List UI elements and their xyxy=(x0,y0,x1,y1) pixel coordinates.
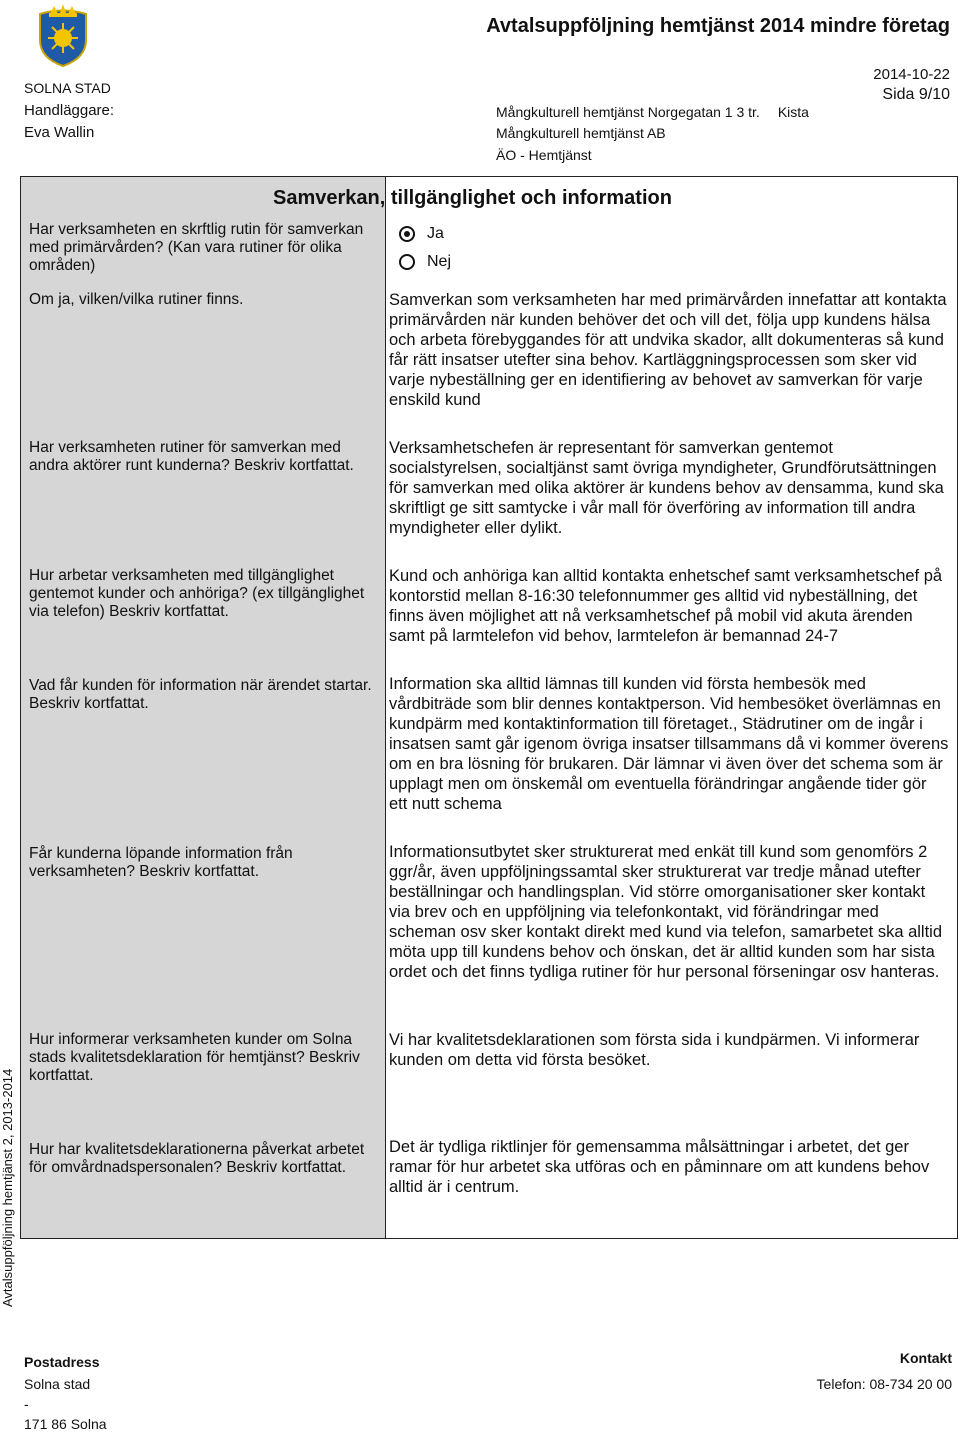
page-number: Sida 9/10 xyxy=(882,86,950,103)
radio-selected-icon xyxy=(399,226,415,242)
provider-name: Mångkulturell hemtjänst AB xyxy=(496,125,666,141)
provider-address xyxy=(496,104,809,120)
question-quality-declaration: Hur informerar verksamheten kunder om Solna stads kvalitetsdeklaration för hemtjänst? Beskriv kortfattat. xyxy=(29,1031,360,1084)
handler-label: Handläggare: xyxy=(24,102,115,119)
contact-heading: Kontakt xyxy=(899,1350,952,1366)
postal-address-heading: Postadress xyxy=(24,1354,100,1370)
solna-stad-coat-of-arms-logo xyxy=(36,4,90,68)
postal-address-line1: Solna stad xyxy=(24,1376,91,1392)
answer-quality-impact: Det är tydliga riktlinjer för gemensamma målsättningar i arbetet, det ger ramar för hur arbetet ska utföras och en påminnare om att kundens behov alltid är i centrum. xyxy=(389,1138,930,1196)
contact-phone: Telefon: 08-734 20 00 xyxy=(816,1376,952,1392)
form-table xyxy=(20,176,958,1239)
answer-accessibility: Kund och anhöriga kan alltid kontakta enhetschef samt verksamhetschef på kontorstid mellan 8-16:30 telefonnummer ges alltid vid nybeställning, det finns även möjlighet att nå verksamhetschef på mobil vid akuta ärenden samt på larmtelefon vid behov, larmtelefon är bemannad 24-7 xyxy=(389,567,943,645)
answer-other-actors: Verksamhetschefen är representant för samverkan gentemot socialstyrelsen, socialtjänst samt övriga myndigheter, Grundförutsättningen för samverkan med olika aktörer är kundens behov av densamma, kund ska skriftligt ge sitt samtycke i vår mall för överföring av information till andra myndigheter eller dylikt. xyxy=(389,439,944,537)
section-title: Samverkan, tillgänglighet och information xyxy=(273,187,672,209)
provider-category: ÄO - Hemtjänst xyxy=(496,147,592,163)
postal-address-line2: - xyxy=(24,1396,29,1412)
document-date: 2014-10-22 xyxy=(873,66,950,83)
question-which-routines: Om ja, vilken/vilka rutiner finns. xyxy=(29,291,244,308)
postal-address-line3: 171 86 Solna xyxy=(24,1416,107,1432)
question-ongoing-information: Får kunderna löpande information från verksamheten? Beskriv kortfattat. xyxy=(29,845,293,880)
question-written-routine: Har verksamheten en skrftlig rutin för samverkan med primärvården? (Kan vara rutiner för olika områden) xyxy=(29,221,364,274)
radio-no-label: Nej xyxy=(427,253,452,270)
answer-start-information: Information ska alltid lämnas till kunden vid första hembesök med vårdbiträde som blir dennes kontaktperson. Vid hembesöket överlämnas en kundpärm med kontaktinformation till företaget., Städrutiner om de ingår i insatsen samt går igenom övriga insatser tillsammans då vi kommer överens om en bra lösning för brukaren. Där lämnar vi även över det schema som är upplagt men om önskemål om eventuella förändringar angående tider gör ett nutt schema xyxy=(389,675,949,813)
answer-primary-care: Samverkan som verksamheten har med primärvården innefattar att kontakta primärvården när kunden behöver det och vill det, följa upp kundens hälsa och arbeta förebyggandes för att undvika skador, allt dokumenteras så kund får rätt insatser utefter sina behov. Kartläggningsprocessen som sker vid varje nybeställning ger en identifiering av behovet av samverkan för varje enskild kund xyxy=(389,291,947,409)
question-start-information: Vad får kunden för information när ärendet startar. Beskriv kortfattat. xyxy=(29,677,372,712)
provider-city: Kista xyxy=(777,104,809,120)
document-title: Avtalsuppföljning hemtjänst 2014 mindre företag xyxy=(486,15,950,37)
radio-yes[interactable] xyxy=(399,225,444,243)
radio-yes-label: Ja xyxy=(427,225,444,242)
provider-address-line: Mångkulturell hemtjänst Norgegatan 1 3 tr. xyxy=(496,104,760,120)
answer-quality-declaration: Vi har kvalitetsdeklarationen som första sida i kundpärmen. Vi informerar kunden om detta vid första besöket. xyxy=(389,1031,920,1069)
org-name: SOLNA STAD xyxy=(24,80,111,96)
radio-unselected-icon xyxy=(399,254,415,270)
side-vertical-text: Avtalsuppföljning hemtjänst 2, 2013-2014 xyxy=(0,1068,15,1307)
question-quality-impact: Hur har kvalitetsdeklarationerna påverkat arbetet för omvårdnadspersonalen? Beskriv kortfattat. xyxy=(29,1141,365,1176)
question-other-actors: Har verksamheten rutiner för samverkan med andra aktörer runt kunderna? Beskriv kortfattat. xyxy=(29,439,354,474)
answer-ongoing-information: Informationsutbytet sker strukturerat med enkät till kund som genomförs 2 ggr/år, även uppföljningssamtal sker strukturerat var tredje månad utefter beställningar och handlingsplan. Vid större omorganisationer sker kontakt via brev och en uppföljning via telefonkontakt, vid förändringar med scheman osv sker kontakt direkt med kund via telefon, samarbetet ska alltid möta upp till kundens behov och önskan, det är alltid kunden som har sista ordet och det finns tydliga rutiner för hur personal förseningar osv hanteras. xyxy=(389,843,943,981)
column-divider xyxy=(385,177,386,1238)
question-accessibility: Hur arbetar verksamheten med tillgänglighet gentemot kunder och anhöriga? (ex tillgänglighet via telefon) Beskriv kortfattat. xyxy=(29,567,365,620)
radio-no[interactable] xyxy=(399,253,451,271)
handler-name: Eva Wallin xyxy=(24,124,95,141)
